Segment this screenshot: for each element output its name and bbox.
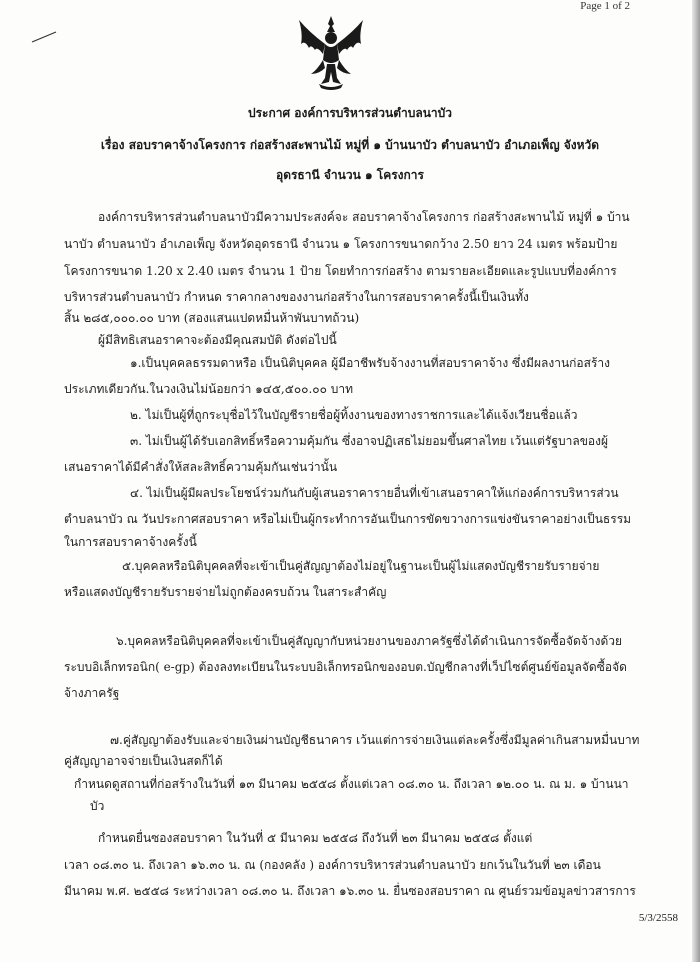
qualification-item-7: ๗.คู่สัญญาต้องรับและจ่ายเงินผ่านบัญชีธนาคาร เว้นแต่การจ่ายเงินแต่ละครั้งซึ่งมีมูลค่าเกินสามหมื่นบาท <box>110 733 640 747</box>
qualification-item-3: ๓. ไม่เป็นผู้ได้รับเอกสิทธิ์หรือความคุ้มกัน ซึ่งอาจปฏิเสธไม่ยอมขึ้นศาลไทย เว้นแต่รัฐบาลของผู้ <box>130 434 609 448</box>
qualification-item-6: ระบบอิเล็กทรอนิก( e-gp) ต้องลงทะเบียนในระบบอิเล็กทรอนิกของอบต.บัญชีกลางที่เว็ปไซต์ศูนย์ข้อมูลจัดซื้อจัด <box>64 660 627 674</box>
page-number-header: Page 1 of 2 <box>580 0 630 12</box>
qualification-item-3: เสนอราคาได้มีคำสั่งให้สละสิทธิ์ความคุ้มกันเช่นว่านั้น <box>64 460 338 474</box>
qualifications-heading: ผู้มีสิทธิเสนอราคาจะต้องมีคุณสมบัติ ดังต่อไปนี้ <box>98 333 337 347</box>
intro-line: สิ้น ๒๘๕,๐๐๐.๐๐ บาท (สองแสนแปดหมื่นห้าพันบาทถ้วน) <box>64 311 360 325</box>
qualification-item-7: คู่สัญญาอาจจ่ายเป็นเงินสดก็ได้ <box>64 754 223 768</box>
qualification-item-5: ๕.บุคคลหรือนิติบุคคลที่จะเข้าเป็นคู่สัญญาต้องไม่อยู่ในฐานะเป็นผู้ไม่แสดงบัญชีรายรับรายจ่าย <box>122 559 600 573</box>
submission-line: มีนาคม พ.ศ. ๒๕๕๘ ระหว่างเวลา ๐๘.๓๐ น. ถึงเวลา ๑๖.๓๐ น. ยื่นซองสอบราคา ณ ศูนย์รวมข้อมูลข่าวสารการ <box>64 884 636 898</box>
intro-line: โครงการขนาด 1.20 x 2.40 เมตร จำนวน 1 ป้าย โดยทำการก่อสร้าง ตามรายละเอียดและรูปแบบที่องค์การ <box>64 264 617 278</box>
qualification-item-4: ในการสอบราคาจ้างครั้งนี้ <box>64 535 197 549</box>
qualification-item-2: ๒. ไม่เป็นผู้ที่ถูกระบุชื่อไว้ในบัญชีรายชื่อผู้ทิ้งงานของทางราชการและได้แจ้งเวียนชื่อแล้ว <box>130 408 578 422</box>
subject-line-1: เรื่อง สอบราคาจ้างโครงการ ก่อสร้างสะพานไม้ หมู่ที่ ๑ บ้านนาบัว ตำบลนาบัว อำเภอเพ็ญ จังหวัด <box>100 138 600 152</box>
footer-date: 5/3/2558 <box>638 912 678 924</box>
garuda-emblem-icon <box>295 14 367 92</box>
submission-line: กำหนดยื่นซองสอบราคา ในวันที่ ๕ มีนาคม ๒๕๕๘ ถึงวันที่ ๒๓ มีนาคม ๒๕๕๘ ตั้งแต่ <box>98 831 533 845</box>
qualification-item-1: ๑.เป็นบุคคลธรรมดาหรือ เป็นนิติบุคคล ผู้มีอาชีพรับจ้างงานที่สอบราคาจ้าง ซึ่งมีผลงานก่อสร้าง <box>130 356 610 370</box>
site-visit-line: กำหนดดูสถานที่ก่อสร้างในวันที่ ๑๓ มีนาคม ๒๕๕๘ ตั้งแต่เวลา ๐๘.๓๐ น. ถึงเวลา ๑๒.๐๐ น. ณ ม. ๑ บ้านนา <box>74 777 629 791</box>
qualification-item-5: หรือแสดงบัญชีรายรับรายจ่ายไม่ถูกต้องครบถ้วน ในสาระสำคัญ <box>64 585 387 599</box>
site-visit-line: บัว <box>90 799 105 813</box>
qualification-item-6: ๖.บุคคลหรือนิติบุคคลที่จะเข้าเป็นคู่สัญญากับหน่วยงานของภาครัฐซึ่งได้ดำเนินการจัดซื้อจัดจ้างด้วย <box>116 634 623 648</box>
qualification-item-1: ประเภทเดียวกัน.ในวงเงินไม่น้อยกว่า ๑๔๕,๕๐๐.๐๐ บาท <box>64 382 354 396</box>
qualification-item-4: ๔. ไม่เป็นผู้มีผลประโยชน์ร่วมกันกับผู้เสนอราคารายอื่นที่เข้าเสนอราคาให้แก่องค์การบริหารส่วน <box>130 486 619 500</box>
announcement-title: ประกาศ องค์การบริหารส่วนตำบลนาบัว <box>247 106 453 120</box>
intro-line: องค์การบริหารส่วนตำบลนาบัวมีความประสงค์จะ สอบราคาจ้างโครงการ ก่อสร้างสะพานไม้ หมู่ที่ ๑ บ้าน <box>98 210 630 224</box>
intro-line: บริหารส่วนตำบลนาบัว กำหนด ราคากลางของงานก่อสร้างในการสอบราคาครั้งนี้เป็นเงินทั้ง <box>64 290 529 304</box>
qualification-item-6: จ้างภาครัฐ <box>64 686 120 700</box>
intro-line: นาบัว ตำบลนาบัว อำเภอเพ็ญ จังหวัดอุดรธานี จำนวน ๑ โครงการขนาดกว้าง 2.50 ยาว 24 เมตร พร้อมป้าย <box>64 237 618 251</box>
subject-line-2: อุดรธานี จำนวน ๑ โครงการ <box>275 168 424 182</box>
qualification-item-4: ตำบลนาบัว ณ วันประกาศสอบราคา หรือไม่เป็นผู้กระทำการอันเป็นการขัดขวางการแข่งขันราคาอย่างเป็นธรรม <box>64 512 632 526</box>
submission-line: เวลา ๐๘.๓๐ น. ถึงเวลา ๑๖.๓๐ น. ณ (กองคลัง ) องค์การบริหารส่วนตำบลนาบัว ยกเว้นในวันที่ ๒๓ เดือน <box>64 858 601 872</box>
pen-stroke-mark <box>30 30 58 44</box>
